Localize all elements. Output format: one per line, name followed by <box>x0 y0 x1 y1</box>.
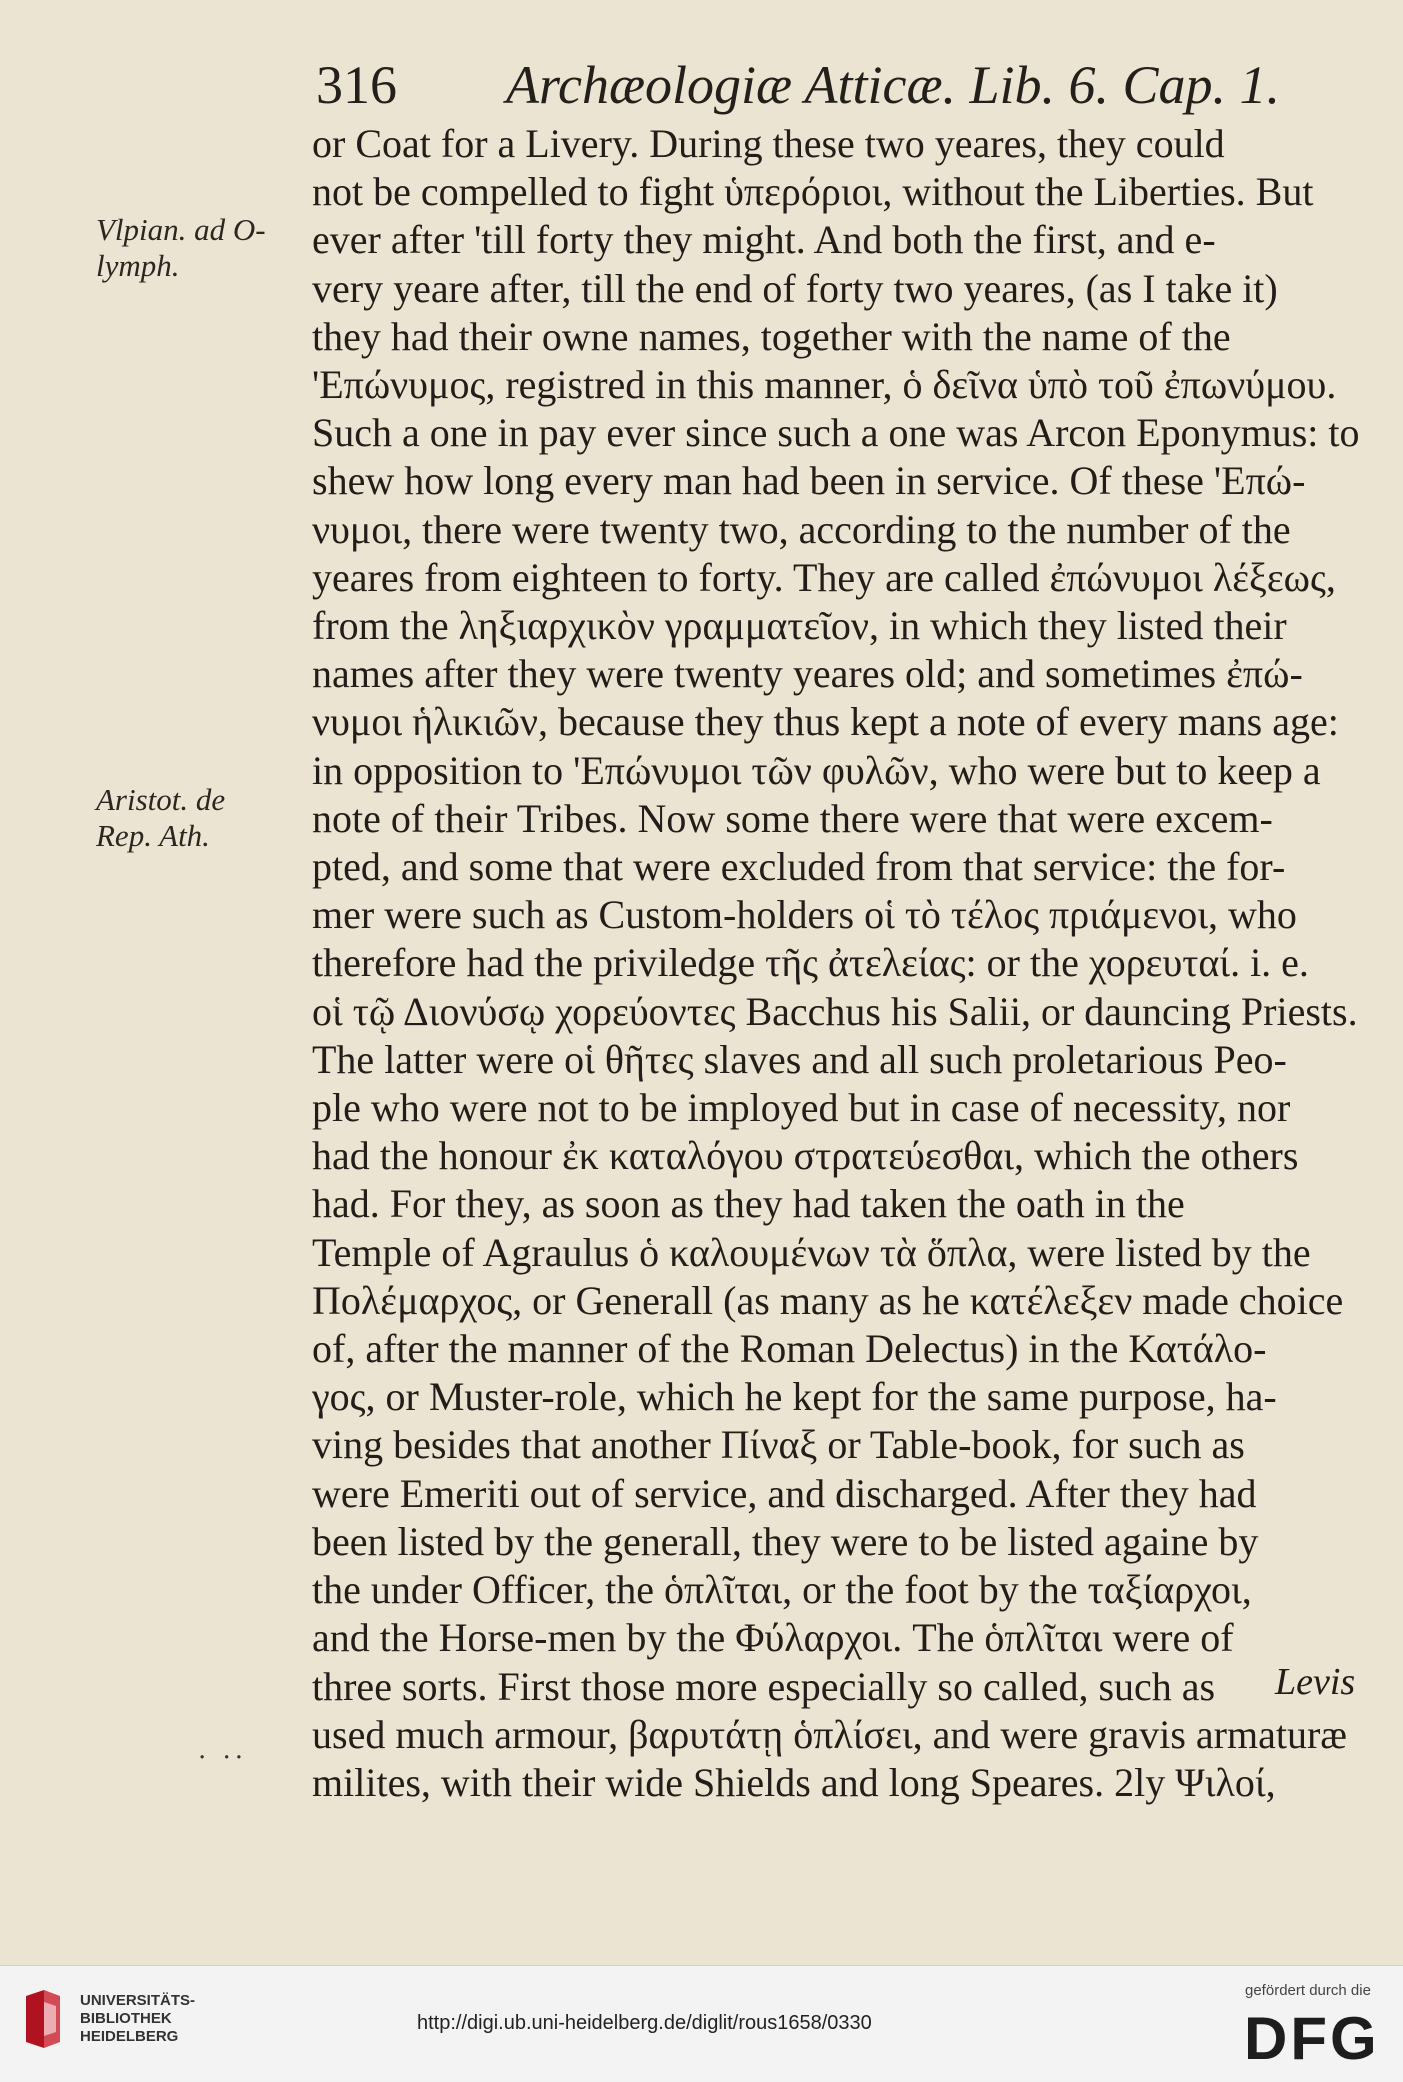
text-line: νυμοι, there were twenty two, according to the number of the <box>312 506 1291 552</box>
running-title: Archæologiæ Atticæ. Lib. 6. Cap. 1. <box>506 55 1281 115</box>
margin-note-aristotle: Aristot. de Rep. Ath. <box>96 782 226 853</box>
text-line: three sorts. First those more especially so called, such as <box>312 1663 1216 1709</box>
text-line: had the honour ἐκ καταλόγου στρατεύεσθαι, which the others <box>312 1133 1299 1179</box>
text-line: The latter were οἱ θῆτες slaves and all such proletarious Peo- <box>312 1036 1287 1082</box>
viewer-footer <box>0 1965 1403 2082</box>
margin-note-ulpian: Vlpian. ad O- lymph. <box>96 212 266 283</box>
text-line: of, after the manner of the Roman Delectus) in the Κατάλο- <box>312 1326 1267 1372</box>
text-line: had. For they, as soon as they had taken the oath in the <box>312 1181 1185 1227</box>
catchword: Levis <box>1275 1661 1356 1703</box>
text-line: νυμοι ἡλικιῶν, because they thus kept a note of every mans age: <box>312 699 1339 745</box>
text-line: Temple of Agraulus ὁ καλουμένων τὰ ὅπλα, were listed by the <box>312 1229 1311 1275</box>
text-line: and the Horse-men by the Φύλαρχοι. The ὁπλῖται were of <box>312 1615 1234 1661</box>
funding-label: gefördert durch die <box>1245 1982 1371 1999</box>
stray-marks: . .. <box>198 1735 248 1765</box>
text-line: used much armour, βαρυτάτῃ ὁπλίσει, and were gravis armaturæ <box>312 1711 1347 1757</box>
text-line: οἱ τῷ Διονύσῳ χορεύοντες Bacchus his Salii, or dauncing Priests. <box>312 988 1358 1034</box>
text-line: been listed by the generall, they were to be listed againe by <box>312 1518 1259 1564</box>
text-line: yeares from eighteen to forty. They are called ἐπώνυμοι λέξεως, <box>312 554 1336 600</box>
permalink-url[interactable]: http://digi.ub.uni-heidelberg.de/diglit/rous1658/0330 <box>417 2012 872 2034</box>
text-line: the under Officer, the ὁπλῖται, or the foot by the ταξίαρχοι, <box>312 1567 1252 1613</box>
text-line: not be compelled to fight ὑπερόριοι, without the Liberties. But <box>312 169 1314 215</box>
text-line: from the ληξιαρχικὸν γραμματεῖον, in which they listed their <box>312 603 1287 649</box>
text-line: they had their owne names, together with the name of the <box>312 313 1231 359</box>
university-seal-icon <box>20 1988 66 2050</box>
text-line: therefore had the priviledge τῆς ἀτελείας: or the χορευταί. i. e. <box>312 940 1309 986</box>
text-line: very yeare after, till the end of forty two yeares, (as I take it) <box>312 265 1278 311</box>
body-text <box>312 120 1382 1807</box>
text-line: pted, and some that were excluded from that service: the for- <box>312 844 1286 890</box>
text-line: Such a one in pay ever since such a one was Arcon Eponymus: to <box>312 410 1360 456</box>
page-header <box>316 54 1396 128</box>
text-line: 'Επώνυμος, registred in this manner, ὁ δεῖνα ὑπὸ τοῦ ἐπωνύμου. <box>312 362 1337 408</box>
text-line: Πολέμαρχος, or Generall (as many as he κατέλεξεν made choice <box>312 1277 1344 1323</box>
text-line: names after they were twenty yeares old; and sometimes ἐπώ- <box>312 651 1303 697</box>
page-number: 316 <box>316 55 397 115</box>
text-line: note of their Tribes. Now some there were that were excem- <box>312 795 1273 841</box>
text-line: ever after 'till forty they might. And both the first, and e- <box>312 217 1216 263</box>
text-line: ving besides that another Πίναξ or Table-book, for such as <box>312 1422 1245 1468</box>
text-line: shew how long every man had been in service. Of these 'Επώ- <box>312 458 1306 504</box>
text-line: or Coat for a Livery. During these two yeares, they could <box>312 121 1225 166</box>
text-line: milites, with their wide Shields and long Speares. 2ly Ψιλοί, <box>312 1759 1276 1805</box>
text-line: γος, or Muster-role, which he kept for the same purpose, ha- <box>312 1374 1277 1420</box>
text-line: in opposition to 'Επώνυμοι τῶν φυλῶν, who were but to keep a <box>312 747 1321 793</box>
dfg-logo[interactable]: DFG <box>1244 2005 1380 2072</box>
text-line: ple who were not to be imployed but in case of necessity, nor <box>312 1085 1291 1131</box>
institution-name: UNIVERSITÄTS- BIBLIOTHEK HEIDELBERG <box>80 1992 196 2045</box>
text-line: were Emeriti out of service, and discharged. After they had <box>312 1470 1257 1516</box>
text-line: mer were such as Custom-holders οἱ τὸ τέλος πριάμενοι, who <box>312 892 1297 938</box>
